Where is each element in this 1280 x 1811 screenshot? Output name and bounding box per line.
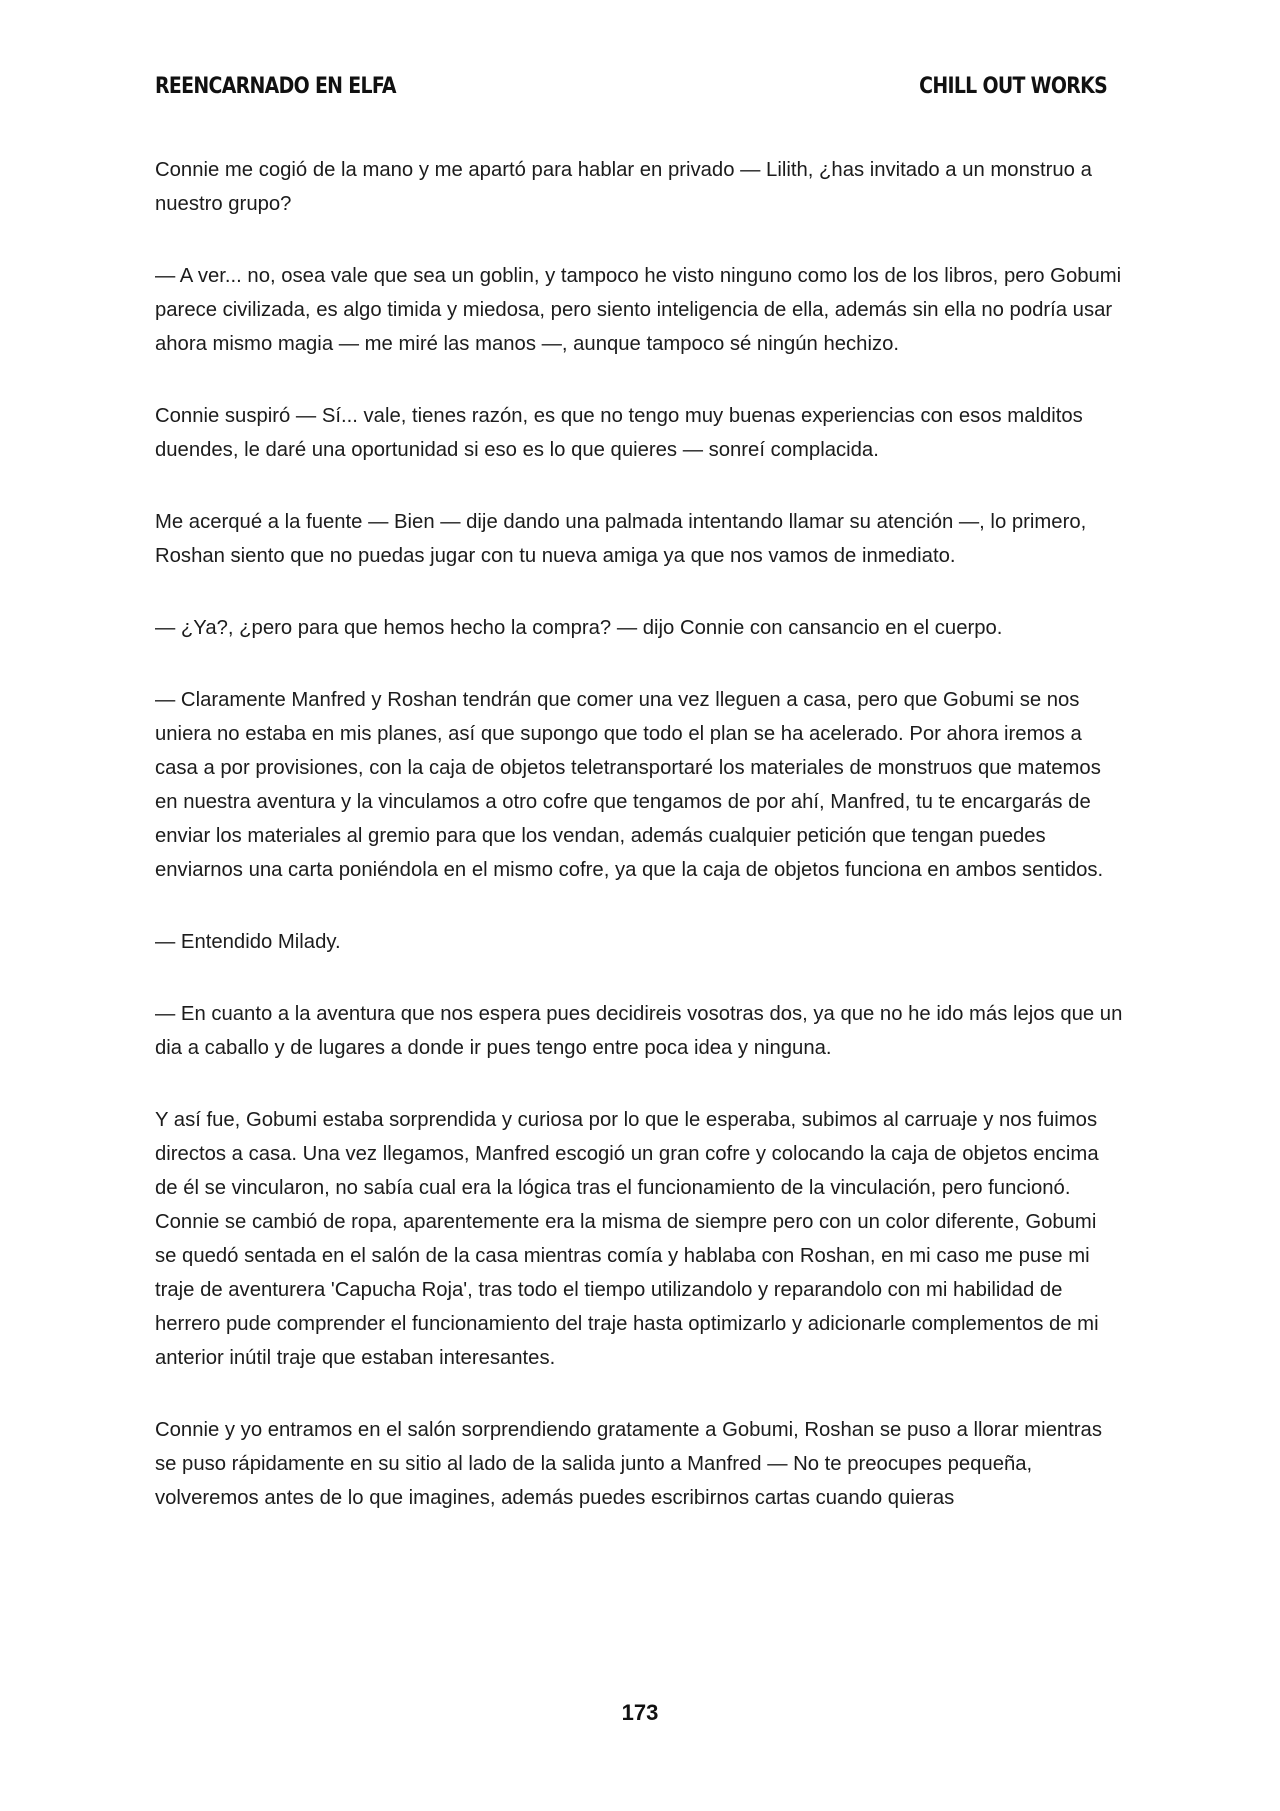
paragraph: — Claramente Manfred y Roshan tendrán que comer una vez lleguen a casa, pero que Gobumi se nos uniera no estaba en mis planes, así que supongo que todo el plan se ha acelerado. Por ahora iremos a casa a por provisiones, con la caja de objetos teletransportaré los materiales de monstruos que matemos en nuestra aventura y la vinculamos a otro cofre que tengamos de por ahí, Manfred, tu te encargarás de enviar los materiales al gremio para que los vendan, además cualquier petición que tengan puedes enviarnos una carta poniéndola en el mismo cofre, ya que la caja de objetos funciona en ambos sentidos. <box>155 689 1104 881</box>
paragraph: Y así fue, Gobumi estaba sorprendida y curiosa por lo que le esperaba, subimos al carruaje y nos fuimos directos a casa. Una vez llegamos, Manfred escogió un gran cofre y colocando la caja de objetos encima de él se vincularon, no sabía cual era la lógica tras el funcionamiento de la vinculación, pero funcionó. Connie se cambió de ropa, aparentemente era la misma de siempre pero con un color diferente, Gobumi se quedó sentada en el salón de la casa mientras comía y hablaba con Roshan, en mi caso me puse mi traje de aventurera 'Capucha Roja', tras todo el tiempo utilizandolo y reparandolo con mi habilidad de herrero pude comprender el funcionamiento del traje hasta optimizarlo y adicionarle complementos de mi anterior inútil traje que estaban interesantes. <box>155 1109 1099 1369</box>
paragraph: — Entendido Milady. <box>155 931 341 953</box>
paragraph: Connie me cogió de la mano y me apartó para hablar en privado — Lilith, ¿has invitado a un monstruo a nuestro grupo? <box>155 159 1092 215</box>
paragraph: Connie suspiró — Sí... vale, tienes razón, es que no tengo muy buenas experiencias con esos malditos duendes, le daré una oportunidad si eso es lo que quieres — sonreí complacida. <box>155 405 1083 461</box>
publisher-name: CHILL OUT WORKS <box>919 74 1108 99</box>
paragraph: — ¿Ya?, ¿pero para que hemos hecho la compra? — dijo Connie con cansancio en el cuerpo. <box>155 617 1003 639</box>
page-header <box>155 74 1107 99</box>
body-text <box>155 153 1123 1553</box>
page-number: 173 <box>621 1700 659 1725</box>
paragraph: — En cuanto a la aventura que nos espera pues decidireis vosotras dos, ya que no he ido más lejos que un dia a caballo y de lugares a donde ir pues tengo entre poca idea y ninguna. <box>155 1003 1123 1059</box>
book-title: REENCARNADO EN ELFA <box>155 74 396 99</box>
paragraph: Me acerqué a la fuente — Bien — dije dando una palmada intentando llamar su atención —, lo primero, Roshan siento que no puedas jugar con tu nueva amiga ya que nos vamos de inmediato. <box>155 511 1087 567</box>
paragraph: — A ver... no, osea vale que sea un goblin, y tampoco he visto ninguno como los de los libros, pero Gobumi parece civilizada, es algo timida y miedosa, pero siento inteligencia de ella, además sin ella no podría usar ahora mismo magia — me miré las manos —, aunque tampoco sé ningún hechizo. <box>155 265 1122 355</box>
paragraph: Connie y yo entramos en el salón sorprendiendo gratamente a Gobumi, Roshan se puso a llorar mientras se puso rápidamente en su sitio al lado de la salida junto a Manfred — No te preocupes pequeña, volveremos antes de lo que imagines, además puedes escribirnos cartas cuando quieras <box>155 1419 1102 1509</box>
